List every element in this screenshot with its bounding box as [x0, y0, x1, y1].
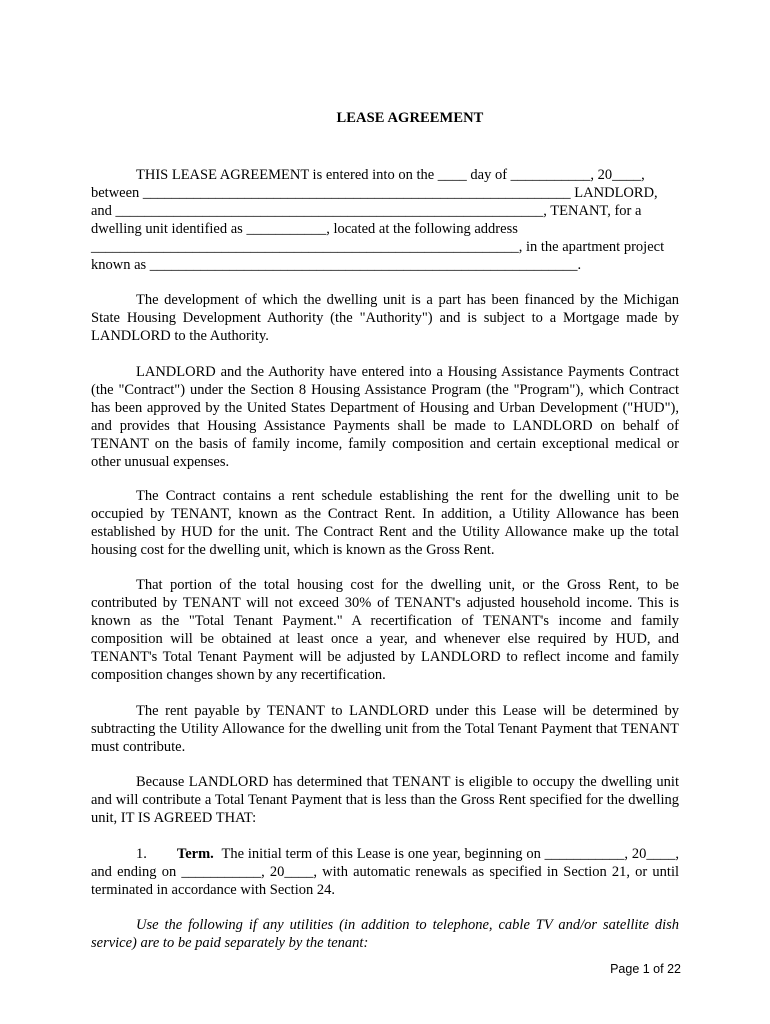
paragraph-hap-contract: LANDLORD and the Authority have entered into a Housing Assistance Payments Contract (the "Contract") under the Section 8 Housing Assistance Program (the "Program"), which Contract has been approved by the United States Department of Housing and Urban Development ("HUD"), and provides that Housing Assistance Payments shall be made to LANDLORD on behalf of TENANT on the basis of family income, family composition and certain exceptional medical or other unusual expenses.	[91, 364, 679, 470]
paragraph-agreement: Because LANDLORD has determined that TENANT is eligible to occupy the dwelling unit and will contribute a Total Tenant Payment that is less than the Gross Rent specified for the dwelling unit, IT IS AGREED THAT:	[91, 774, 679, 826]
intro-line: known as ___________________________________________________________.	[91, 257, 582, 273]
intro-block	[91, 166, 679, 274]
utilities-note: Use the following if any utilities (in addition to telephone, cable TV and/or satellite dish service) are to be paid separately by the tenant:	[91, 917, 679, 951]
paragraph-financing: The development of which the dwelling unit is a part has been financed by the Michigan State Housing Development Authority (the "Authority") and is subject to a Mortgage made by LANDLORD to the Authority.	[91, 292, 679, 344]
page-number: Page 1 of 22	[610, 962, 681, 976]
term-text: The initial term of this Lease is one year, beginning on ___________, 20____, and ending on ___________, 20____, with automatic renewals as specified in Section 21, or until terminated in accordance with Section 24.	[91, 846, 680, 898]
intro-line: ___________________________________________________________, in the apartment project	[91, 239, 665, 255]
intro-line: dwelling unit identified as ___________, located at the following address	[91, 221, 518, 237]
paragraph-total-tenant-payment: That portion of the total housing cost for the dwelling unit, or the Gross Rent, to be contributed by TENANT will not exceed 30% of TENANT's adjusted household income. This is known as the "Total Tenant Payment." A recertification of TENANT's income and family composition will be obtained at least once a year, and whenever else required by HUD, and TENANT's Total Tenant Payment will be adjusted by LANDLORD to reflect income and family composition changes shown by any recertification.	[91, 577, 679, 683]
term-section	[91, 845, 679, 899]
intro-line: and ___________________________________________________________, TENANT, for a	[91, 203, 642, 219]
intro-line: THIS LEASE AGREEMENT is entered into on the ____ day of ___________, 20____,	[136, 167, 645, 183]
paragraph-rent-payable: The rent payable by TENANT to LANDLORD under this Lease will be determined by subtracting the Utility Allowance for the dwelling unit from the Total Tenant Payment that TENANT must contribute.	[91, 703, 679, 755]
term-number: 1.	[136, 846, 147, 862]
term-heading: Term.	[176, 846, 214, 862]
document-title: LEASE AGREEMENT	[336, 110, 484, 126]
paragraph-rent-schedule: The Contract contains a rent schedule establishing the rent for the dwelling unit to be occupied by TENANT, known as the Contract Rent. In addition, a Utility Allowance has been established by HUD for the unit. The Contract Rent and the Utility Allowance make up the total housing cost for the dwelling unit, which is known as the Gross Rent.	[91, 488, 679, 558]
intro-line: between ___________________________________________________________ LANDLORD,	[91, 185, 658, 201]
